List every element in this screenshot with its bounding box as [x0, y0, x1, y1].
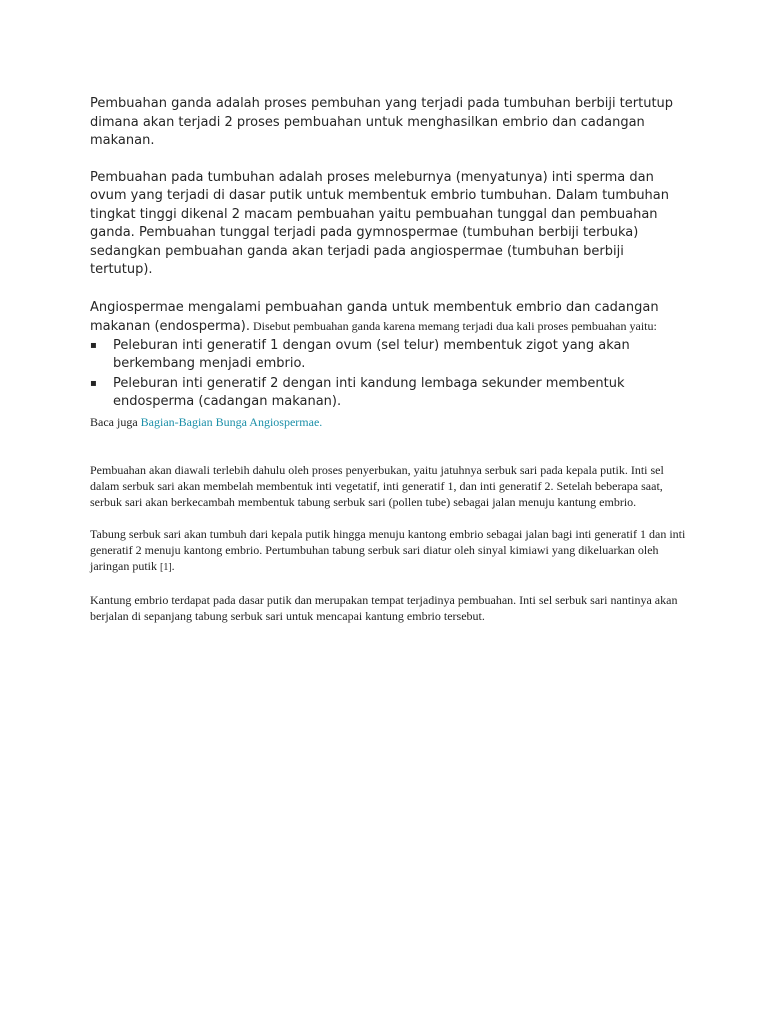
paragraph-angiosperm-intro	[90, 298, 690, 337]
fertilization-list	[90, 337, 690, 412]
pollen-tube-end: .	[171, 558, 175, 573]
read-also-link[interactable]: Bagian-Bagian Bunga Angiospermae.	[140, 414, 323, 429]
reference-marker: [1]	[159, 561, 172, 573]
bullet-icon: ▪	[90, 377, 97, 389]
paragraph-pollination: Pembuahan akan diawali terlebih dahulu oleh proses penyerbukan, yaitu jatuhnya serbuk sari pada kepala putik. Inti sel dalam serbuk sari akan membelah membentuk inti vegetatif, inti generatif 1, dan inti generatif 2. Setelah beberapa saat, serbuk sari akan berkecambah membentuk tabung serbuk sari (pollen tube) sebagai jalan menuju kantung embrio.	[90, 462, 664, 509]
read-also-line	[90, 414, 690, 430]
pollen-tube-text: Tabung serbuk sari akan tumbuh dari kepala putik hingga menuju kantong embrio sebagai jalan bagi inti generatif 1 dan inti generatif 2 menuju kantong embrio. Pertumbuhan tabung serbuk sari diatur oleh sinyal kimiawi yang dikeluarkan oleh jaringan putik	[90, 526, 686, 573]
list-item	[90, 337, 690, 374]
list-item	[90, 375, 690, 412]
paragraph-pollen-tube	[90, 526, 690, 576]
angiosperm-intro-text: Angiospermae mengalami pembuahan ganda untuk membentuk embrio dan cadangan makanan (endosperma).	[90, 299, 659, 334]
list-item-text: Peleburan inti generatif 2 dengan inti kandung lembaga sekunder membentuk endosperma (cadangan makanan).	[113, 375, 625, 409]
angiosperm-reason-text: Disebut pembuahan ganda karena memang terjadi dua kali proses pembuahan yaitu:	[249, 319, 657, 333]
bullet-icon: ▪	[90, 339, 97, 351]
paragraph-embryo-sac: Kantung embrio terdapat pada dasar putik dan merupakan tempat terjadinya pembuahan. Inti sel serbuk sari nantinya akan berjalan di sepanjang tabung serbuk sari untuk mencapai kantung embrio tersebut.	[90, 592, 678, 623]
document-page	[90, 95, 690, 624]
list-item-text: Peleburan inti generatif 1 dengan ovum (sel telur) membentuk zigot yang akan berkembang menjadi embrio.	[113, 337, 630, 371]
paragraph-double-fertilization-definition: Pembuahan ganda adalah proses pembuhan yang terjadi pada tumbuhan berbiji tertutup dimana akan terjadi 2 proses pembuahan untuk menghasilkan embrio dan cadangan makanan.	[90, 96, 674, 148]
read-also-prefix: Baca juga	[90, 414, 141, 429]
paragraph-fertilization-explanation: Pembuahan pada tumbuhan adalah proses meleburnya (menyatunya) inti sperma dan ovum yang terjadi di dasar putik untuk membentuk embrio tumbuhan. Dalam tumbuhan tingkat tinggi dikenal 2 macam pembuahan yaitu pembuahan tunggal dan pembuahan ganda. Pembuahan tunggal terjadi pada gymnospermae (tumbuhan berbiji terbuka) sedangkan pembuahan ganda akan terjadi pada angiospermae (tumbuhan berbiji tertutup).	[90, 169, 670, 277]
